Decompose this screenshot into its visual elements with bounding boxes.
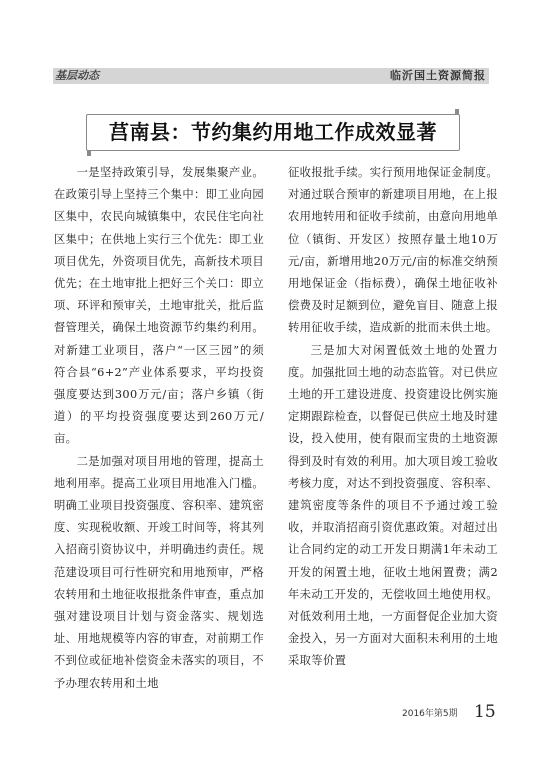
- article-title-box: [86, 114, 460, 151]
- paragraph: 三是加大对闲置低效土地的处置力度。加强批回土地的动态监管。对已供应土地的开工建设进度、投资建设比例实施定期跟踪检查，以督促已供应土地及时建设，投入使用，使有限而宝贵的土地资源得到及时有效的利用。加大项目竣工验收考核力度，对达不到投资强度、容积率、建筑密度等条件的项目不予通过竣工验收，并取消招商引资优惠政策。对超过出让合同约定的动工开发日期满1年未动工开发的闲置土地，征收土地闲置费；满2年未动工开发的，无偿收回土地使用权。对低效利用土地，一方面督促企业加大资金投入，另一方面对大面积未利用的土地采取等价置: [288, 343, 498, 668]
- left-column: [54, 162, 264, 695]
- article-title: 莒南县：节约集约用地工作成效显著: [109, 120, 437, 144]
- paragraph-continued: 征收报批手续。实行预用地保证金制度。对通过联合预审的新建项目用地，在上报农用地转用和征收手续前，由意向用地单位（镇街、开发区）按照存量土地10万元/亩，新增用地20万元/亩的标准交纳预用地保证金（指标费），确保土地征收补偿费及时足额到位，避免盲目、随意上报转用征收手续，造成新的批而未供土地。: [288, 166, 498, 335]
- section-tag: 基层动态: [55, 69, 99, 82]
- page-number: 15: [474, 702, 496, 722]
- paragraph: 二是加强对项目用地的管理，提高土地利用率。提高工业项目用地准入门槛。明确工业项目投资强度、容积率、建筑密度、实现税收额、开竣工时间等，将其列入招商引资协议中，并明确违约责任。规范建设项目可行性研究和用地预审，严格农转用和土地征收报批条件审查，重点加强对建设项目计划与资金落实、规划选址、用地规模等内容的审查，对前期工作不到位或征地补偿资金未落实的项目，不予办理农转用和土地: [54, 454, 264, 690]
- paragraph: 一是坚持政策引导，发展集聚产业。在政策引导上坚持三个集中：即工业向园区集中，农民向城镇集中，农民住宅向社区集中；在供地上实行三个优先：即工业项目优先，外资项目优先，高新技术项目优先；在土地审批上把好三个关口：即立项、环评和预审关，土地审批关，批后监督管理关，确保土地资源节约集约利用。对新建工业项目，落户“一区三园”的须符合县“6+2”产业体系要求，平均投资强度要达到300万元/亩；落户乡镇（街道）的平均投资强度要达到260万元/亩。: [54, 166, 264, 446]
- right-column: [288, 162, 498, 673]
- issue-label: 2016年第5期: [402, 709, 458, 719]
- journal-name: 临沂国土资源简报: [390, 69, 486, 82]
